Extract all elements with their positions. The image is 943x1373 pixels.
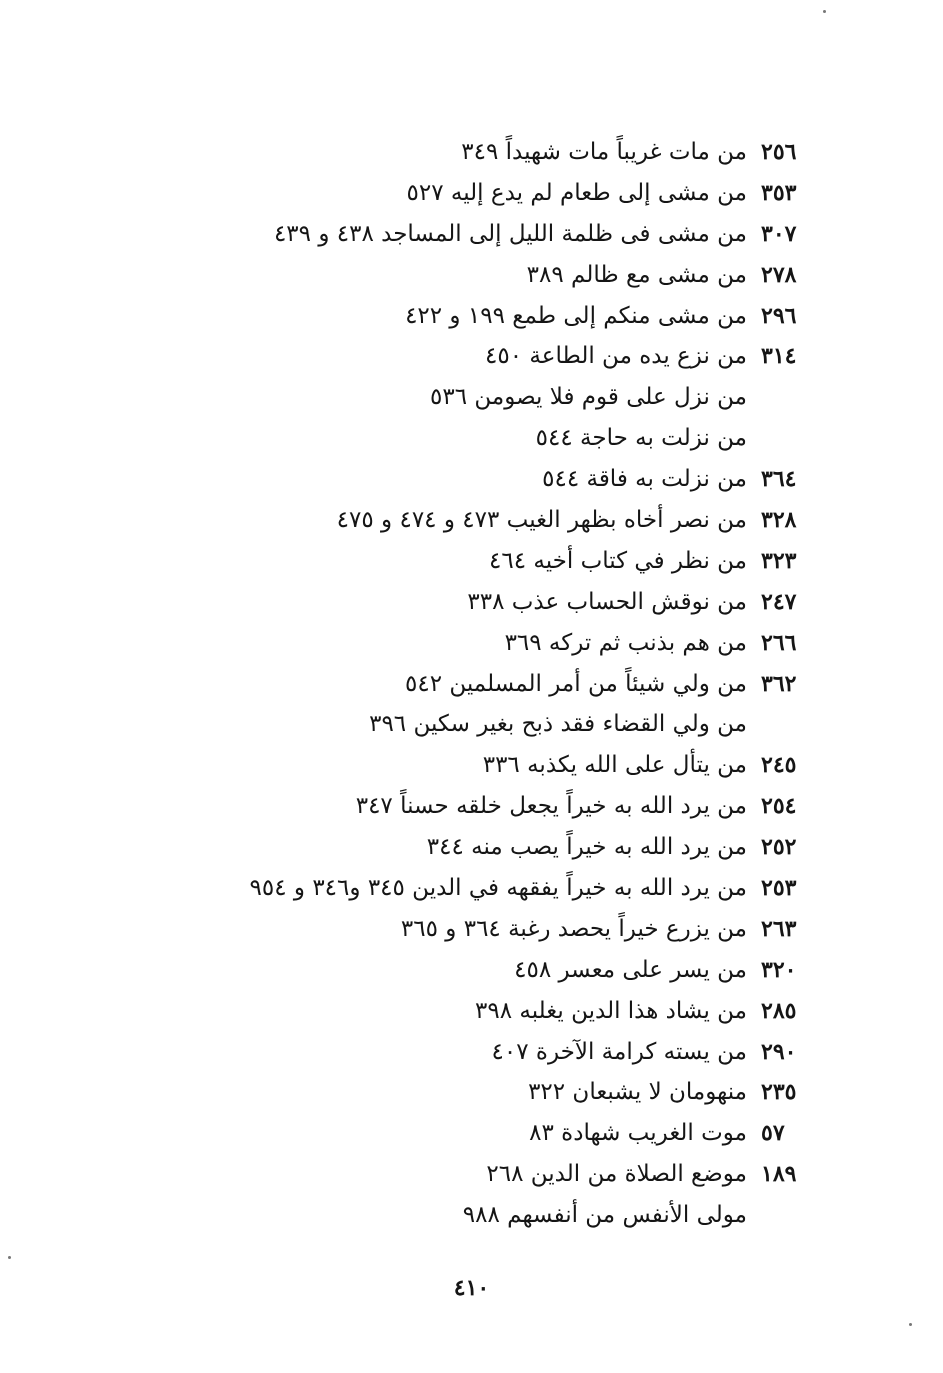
- index-entry: [0, 503, 943, 544]
- entry-text: من مشى مع ظالم ٣٨٩: [526, 261, 747, 288]
- entry-number: ٢٥٦: [761, 139, 797, 165]
- index-entry: [0, 830, 943, 871]
- entry-text: من يتأل على الله يكذبه ٣٣٦: [482, 752, 747, 779]
- entry-number: ٢٥٤: [761, 793, 797, 820]
- entry-number: ٢٩٦: [761, 302, 797, 329]
- entry-text: من نوقش الحساب عذب ٣٣٨: [467, 588, 747, 615]
- entry-text: من يسته كرامة الآخرة ٤٠٧: [491, 1038, 747, 1065]
- index-entry: [0, 585, 943, 626]
- entry-text: من نزع يده من الطاعة ٤٥٠: [485, 343, 747, 370]
- entry-text: من مشى إلى طعام لم يدع إليه ٥٢٧: [406, 179, 747, 206]
- entry-text: من مشى منكم إلى طمع ١٩٩ و ٤٢٢: [405, 302, 747, 329]
- index-entry: [0, 912, 943, 953]
- index-entry: [0, 1116, 943, 1157]
- index-entry: [0, 748, 943, 789]
- index-entry: [0, 462, 943, 503]
- index-entry: [0, 380, 943, 421]
- index-entry: [0, 1035, 943, 1076]
- entry-text: موت الغريب شهادة ٨٣: [529, 1120, 747, 1147]
- entry-number: ٢٤٧: [761, 588, 797, 615]
- entry-text: موضع الصلاة من الدين ٢٦٨: [486, 1161, 747, 1188]
- entry-number: ٣٠٧: [761, 220, 797, 247]
- entry-text: من نزل على قوم فلا يصومن ٥٣٦: [430, 384, 747, 411]
- entry-text: منهومان لا يشبعان ٣٢٢: [528, 1079, 747, 1106]
- index-entry: [0, 1075, 943, 1116]
- entry-text: من يرد الله به خيراً يصب منه ٣٤٤: [426, 834, 747, 861]
- entry-number: ٢٨٥: [761, 997, 797, 1024]
- entry-text: مولى الأنفس من أنفسهم ٩٨٨: [462, 1202, 747, 1229]
- entry-number: ٣٦٤: [761, 466, 797, 493]
- entry-number: ٢٩٠: [761, 1038, 797, 1065]
- index-entry: [0, 707, 943, 748]
- index-entry: [0, 339, 943, 380]
- entry-number: ٣٢٨: [761, 507, 797, 534]
- index-entry: [0, 176, 943, 217]
- entry-number: ٣٢٣: [761, 547, 797, 574]
- paper-speck: [823, 10, 826, 13]
- entry-number: ٢٦٦: [761, 629, 797, 656]
- entry-number: ٢٦٣: [761, 915, 797, 942]
- index-entry: [0, 626, 943, 667]
- entry-text: من يشاد هذا الدين يغلبه ٣٩٨: [475, 997, 747, 1024]
- index-entry: [0, 1198, 943, 1239]
- entry-number: ٣٦٢: [761, 670, 797, 697]
- entry-number: ٣٢٠: [761, 956, 797, 983]
- entry-text: من ولي القضاء فقد ذبح بغير سكين ٣٩٦: [369, 711, 747, 738]
- index-entry: [0, 871, 943, 912]
- entry-text: من مات غريباً مات شهيداً ٣٤٩: [461, 139, 747, 165]
- entry-number: ٥٧: [761, 1120, 785, 1147]
- paper-speck: [909, 1323, 912, 1326]
- index-entry: [0, 994, 943, 1035]
- index-entry: [0, 135, 943, 176]
- page-number: ٤١٠: [453, 1275, 490, 1301]
- entry-text: من يزرع خيراً يحصد رغبة ٣٦٤ و ٣٦٥: [400, 915, 747, 942]
- entry-text: من نصر أخاه بظهر الغيب ٤٧٣ و ٤٧٤ و ٤٧٥: [336, 507, 747, 534]
- entry-text: من يرد الله به خيراً يفقهه في الدين ٣٤٥ و٣٤٦ و ٩٥٤: [249, 875, 747, 902]
- entry-text: من مشى فى ظلمة الليل إلى المساجد ٤٣٨ و ٤٣٩: [273, 220, 747, 247]
- index-entry: [0, 217, 943, 258]
- entry-number: ٢٣٥: [761, 1079, 797, 1106]
- index-entry: [0, 1157, 943, 1198]
- index-entry: [0, 667, 943, 708]
- entry-number: ٣١٤: [761, 343, 797, 370]
- entry-text: من ولي شيئاً من أمر المسلمين ٥٤٢: [404, 670, 747, 697]
- entry-text: من نظر في كتاب أخيه ٤٦٤: [489, 547, 747, 574]
- entry-number: ١٨٩: [761, 1161, 797, 1188]
- entry-text: من نزلت به حاجة ٥٤٤: [535, 425, 747, 452]
- hadith-index-list: [0, 135, 943, 1239]
- entry-text: من نزلت به فاقة ٥٤٤: [542, 466, 747, 493]
- index-entry: [0, 299, 943, 340]
- entry-number: ٢٥٢: [761, 834, 797, 861]
- entry-text: من يسر على معسر ٤٥٨: [514, 956, 747, 983]
- paper-speck: [8, 1256, 11, 1259]
- index-entry: [0, 789, 943, 830]
- entry-text: من هم بذنب ثم تركه ٣٦٩: [504, 629, 747, 656]
- entry-number: ٢٥٣: [761, 875, 797, 902]
- entry-number: ٣٥٣: [761, 179, 797, 206]
- entry-text: من يرد الله به خيراً يجعل خلقه حسناً ٣٤٧: [355, 793, 747, 820]
- entry-number: ٢٧٨: [761, 261, 797, 288]
- index-entry: [0, 421, 943, 462]
- entry-number: ٢٤٥: [761, 752, 797, 779]
- index-entry: [0, 953, 943, 994]
- index-entry: [0, 258, 943, 299]
- index-entry: [0, 544, 943, 585]
